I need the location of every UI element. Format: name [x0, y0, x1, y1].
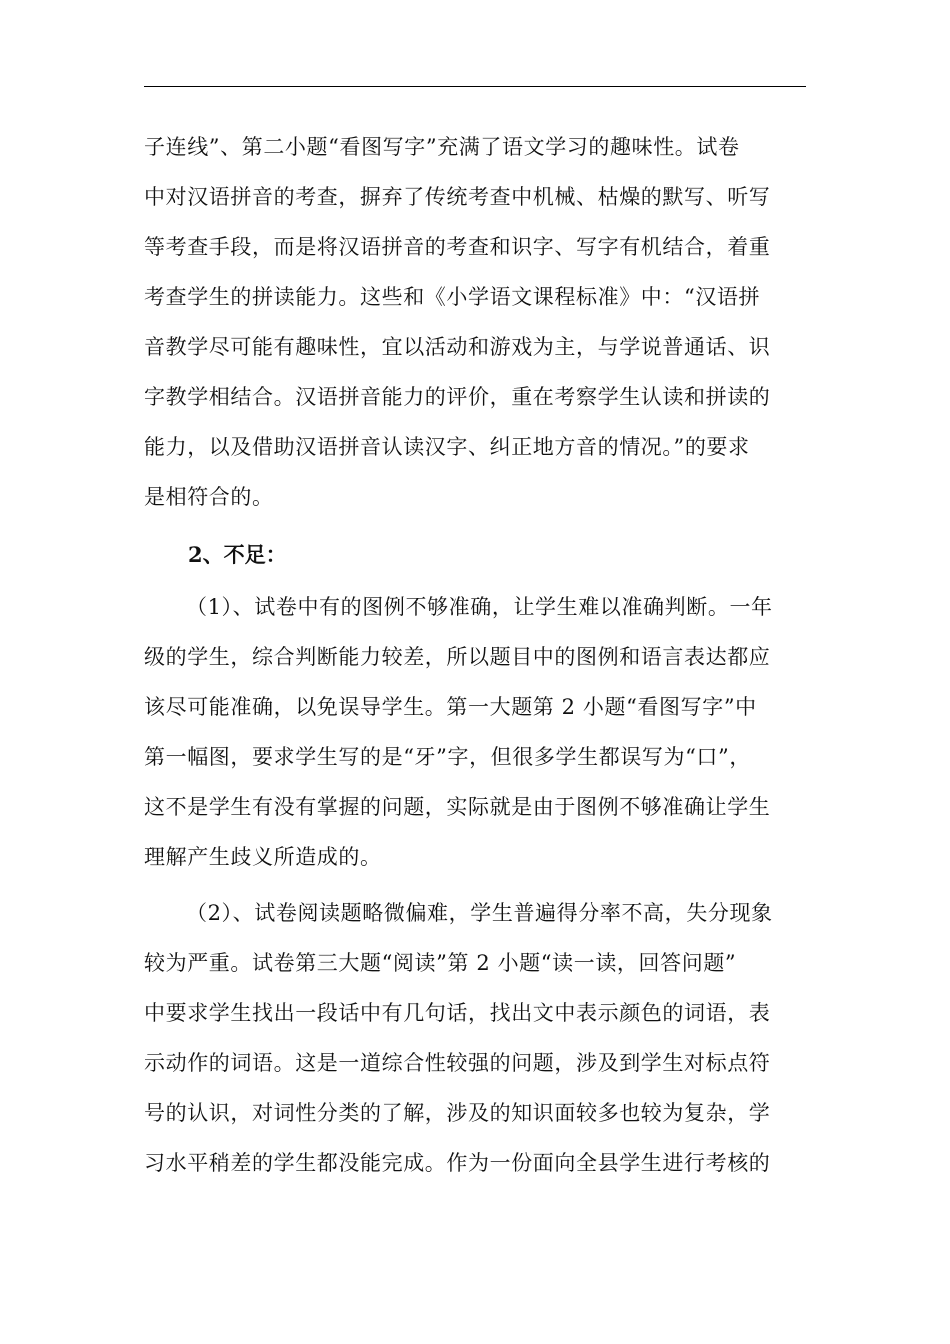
paragraph-pinyin-assessment: [144, 122, 806, 522]
text-line: 示动作的词语。这是一道综合性较强的问题，涉及到学生对标点符: [144, 1051, 771, 1075]
text-line: 是相符合的。: [144, 485, 274, 509]
document-body: [144, 122, 806, 1188]
text-line: 中对汉语拼音的考查，摒弃了传统考查中机械、枯燥的默写、听写: [144, 185, 771, 209]
header-rule: [144, 86, 806, 87]
section-heading: 2、不足：: [188, 542, 287, 567]
text-line: 习水平稍差的学生都没能完成。作为一份面向全县学生进行考核的: [144, 1151, 771, 1175]
text-line: 理解产生歧义所造成的。: [144, 845, 382, 869]
text-line: （1）、试卷中有的图例不够准确，让学生难以准确判断。一年: [186, 595, 773, 619]
text-line: 考查学生的拼读能力。这些和《小学语文课程标准》中：“汉语拼: [144, 285, 761, 309]
paragraph-item-2: [144, 888, 806, 1188]
text-line: 音教学尽可能有趣味性，宜以活动和游戏为主，与学说普通话、识: [144, 335, 771, 359]
text-line: 等考查手段，而是将汉语拼音的考查和识字、写字有机结合，着重: [144, 235, 771, 259]
text-line: 这不是学生有没有掌握的问题，实际就是由于图例不够准确让学生: [144, 795, 771, 819]
text-line: 子连线”、第二小题“看图写字”充满了语文学习的趣味性。试卷: [144, 135, 740, 159]
text-line: 号的认识，对词性分类的了解，涉及的知识面较多也较为复杂，学: [144, 1101, 771, 1125]
text-line: 中要求学生找出一段话中有几句话，找出文中表示颜色的词语，表: [144, 1001, 771, 1025]
text-line: 能力，以及借助汉语拼音认读汉字、纠正地方音的情况。”的要求: [144, 435, 750, 459]
text-line: （2）、试卷阅读题略微偏难，学生普遍得分率不高，失分现象: [186, 901, 773, 925]
paragraph-item-1: [144, 582, 806, 882]
text-line: 第一幅图，要求学生写的是“牙”字，但很多学生都误写为“口”，: [144, 745, 751, 769]
text-line: 较为严重。试卷第三大题“阅读”第 2 小题“读一读，回答问题”: [144, 951, 737, 975]
text-line: 级的学生，综合判断能力较差，所以题目中的图例和语言表达都应: [144, 645, 771, 669]
text-line: 字教学相结合。汉语拼音能力的评价，重在考察学生认读和拼读的: [144, 385, 771, 409]
text-line: 该尽可能准确，以免误导学生。第一大题第 2 小题“看图写字”中: [144, 695, 757, 719]
